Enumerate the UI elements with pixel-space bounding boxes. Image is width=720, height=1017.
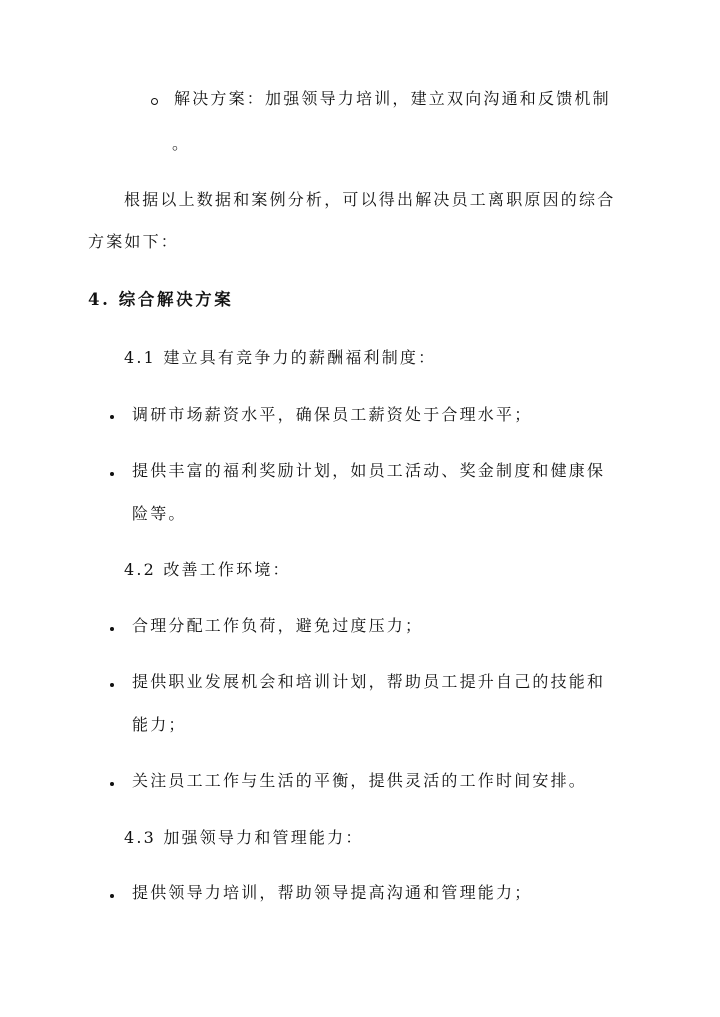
intro-paragraph-line2: 方案如下： bbox=[88, 232, 180, 251]
bullet-icon bbox=[110, 782, 114, 786]
list-item-continuation: 险等。 bbox=[132, 504, 187, 523]
list-item-continuation: 能力； bbox=[132, 715, 187, 734]
list-item: 提供领导力培训，帮助领导提高沟通和管理能力； bbox=[132, 883, 533, 902]
subsection-title-4-2: 4.2 改善工作环境： bbox=[124, 560, 291, 579]
circle-bullet-icon bbox=[151, 98, 158, 105]
list-item: 调研市场薪资水平，确保员工薪资处于合理水平； bbox=[132, 405, 533, 424]
list-item: 提供职业发展机会和培训计划，帮助员工提升自己的技能和 bbox=[132, 672, 606, 691]
subsection-title-4-1: 4.1 建立具有竞争力的薪酬福利制度： bbox=[124, 348, 437, 367]
bullet-icon bbox=[110, 472, 114, 476]
intro-paragraph-line1: 根据以上数据和案例分析，可以得出解决员工离职原因的综合 bbox=[124, 190, 616, 209]
bullet-icon bbox=[110, 415, 114, 419]
list-item: 合理分配工作负荷，避免过度压力； bbox=[132, 616, 424, 635]
bullet-icon bbox=[110, 683, 114, 687]
list-item: 关注员工工作与生活的平衡，提供灵活的工作时间安排。 bbox=[132, 771, 588, 790]
sub-item-line2: 。 bbox=[172, 134, 191, 153]
section-heading: 4. 综合解决方案 bbox=[88, 290, 234, 309]
sub-item-line1: 解决方案：加强领导力培训，建立双向沟通和反馈机制 bbox=[174, 89, 611, 108]
bullet-icon bbox=[110, 894, 114, 898]
subsection-title-4-3: 4.3 加强领导力和管理能力： bbox=[124, 828, 364, 847]
bullet-icon bbox=[110, 627, 114, 631]
list-item: 提供丰富的福利奖励计划，如员工活动、奖金制度和健康保 bbox=[132, 461, 606, 480]
